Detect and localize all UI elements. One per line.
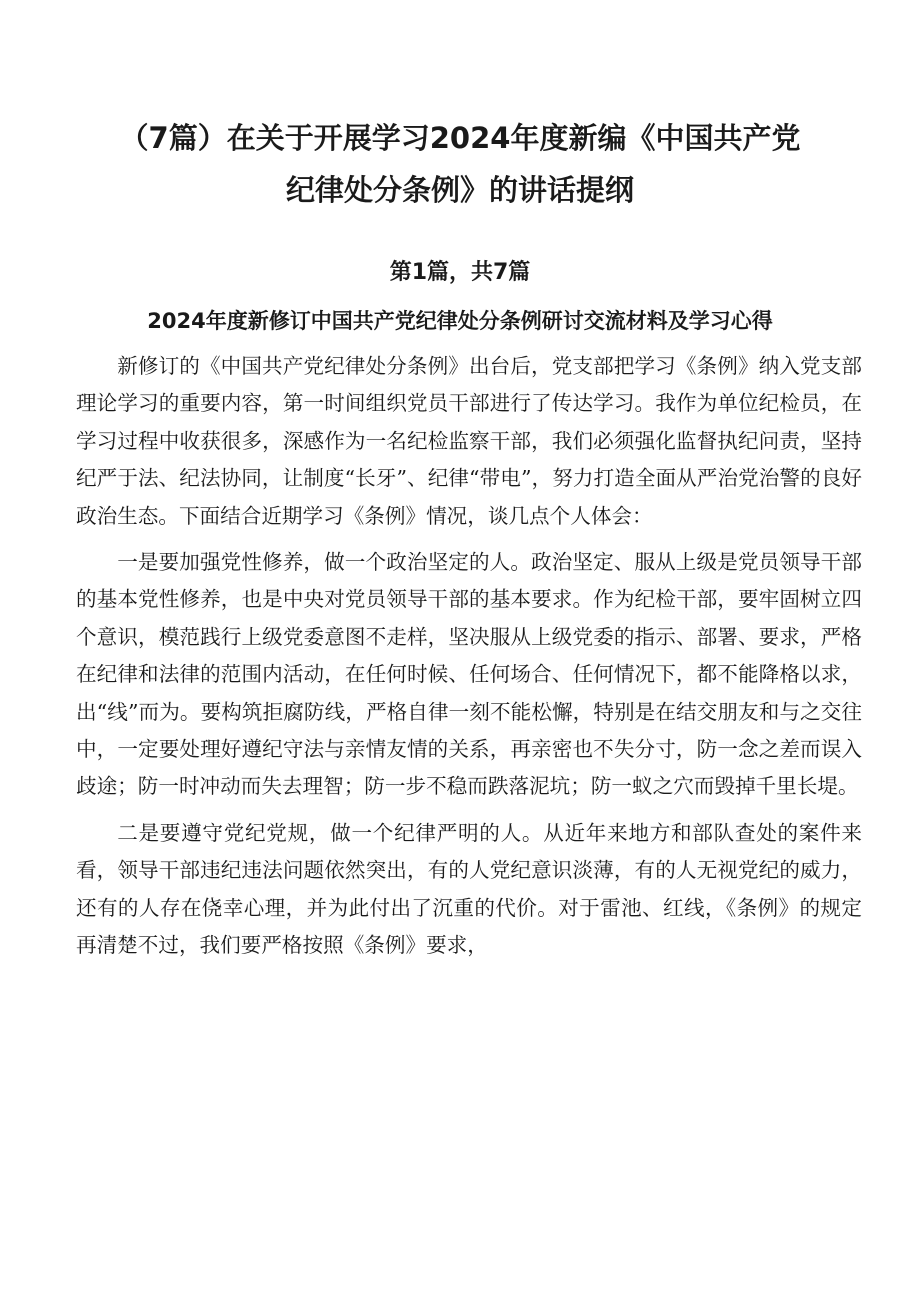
document-title-line-2: 纪律处分条例》的讲话提纲 [285, 173, 634, 207]
paragraph-point-two: 二是要遵守党纪党规，做一个纪律严明的人。从近年来地方和部队查处的案件来看，领导干部违纪违法问题依然突出，有的人党纪意识淡薄，有的人无视党纪的威力，还有的人存在侥幸心理，并为此付出了沉重的代价。对于雷池、红线，《条例》的规定再清楚不过，我们要严格按照《条例》要求， [76, 820, 862, 958]
section-heading: 2024年度新修订中国共产党纪律处分条例研讨交流材料及学习心得 [147, 309, 773, 333]
body-text [76, 348, 862, 965]
section-label: 第1篇，共7篇 [389, 260, 531, 285]
document-title-line-1: （7篇）在关于开展学习2024年度新编《中国共产党 [119, 121, 801, 155]
paragraph-intro: 新修订的《中国共产党纪律处分条例》出台后，党支部把学习《条例》纳入党支部理论学习的重要内容，第一时间组织党员干部进行了传达学习。我作为单位纪检员，在学习过程中收获很多，深感作为一名纪检监察干部，我们必须强化监督执纪问责，坚持纪严于法、纪法协同，让制度“长牙”、纪律“带电”，努力打造全面从严治党治警的良好政治生态。下面结合近期学习《条例》情况，谈几点个人体会： [76, 354, 862, 528]
document-title [80, 112, 840, 216]
paragraph-point-one: 一是要加强党性修养，做一个政治坚定的人。政治坚定、服从上级是党员领导干部的基本党性修养，也是中央对党员领导干部的基本要求。作为纪检干部，要牢固树立四个意识，模范践行上级党委意图不走样，坚决服从上级党委的指示、部署、要求，严格在纪律和法律的范围内活动，在任何时候、任何场合、任何情况下，都不能降格以求，出“线”而为。要构筑拒腐防线，严格自律一刻不能松懈，特别是在结交朋友和与之交往中，一定要处理好遵纪守法与亲情友情的关系，再亲密也不失分寸，防一念之差而误入歧途；防一时冲动而失去理智；防一步不稳而跌落泥坑；防一蚁之穴而毁掉千里长堤。 [76, 550, 862, 799]
